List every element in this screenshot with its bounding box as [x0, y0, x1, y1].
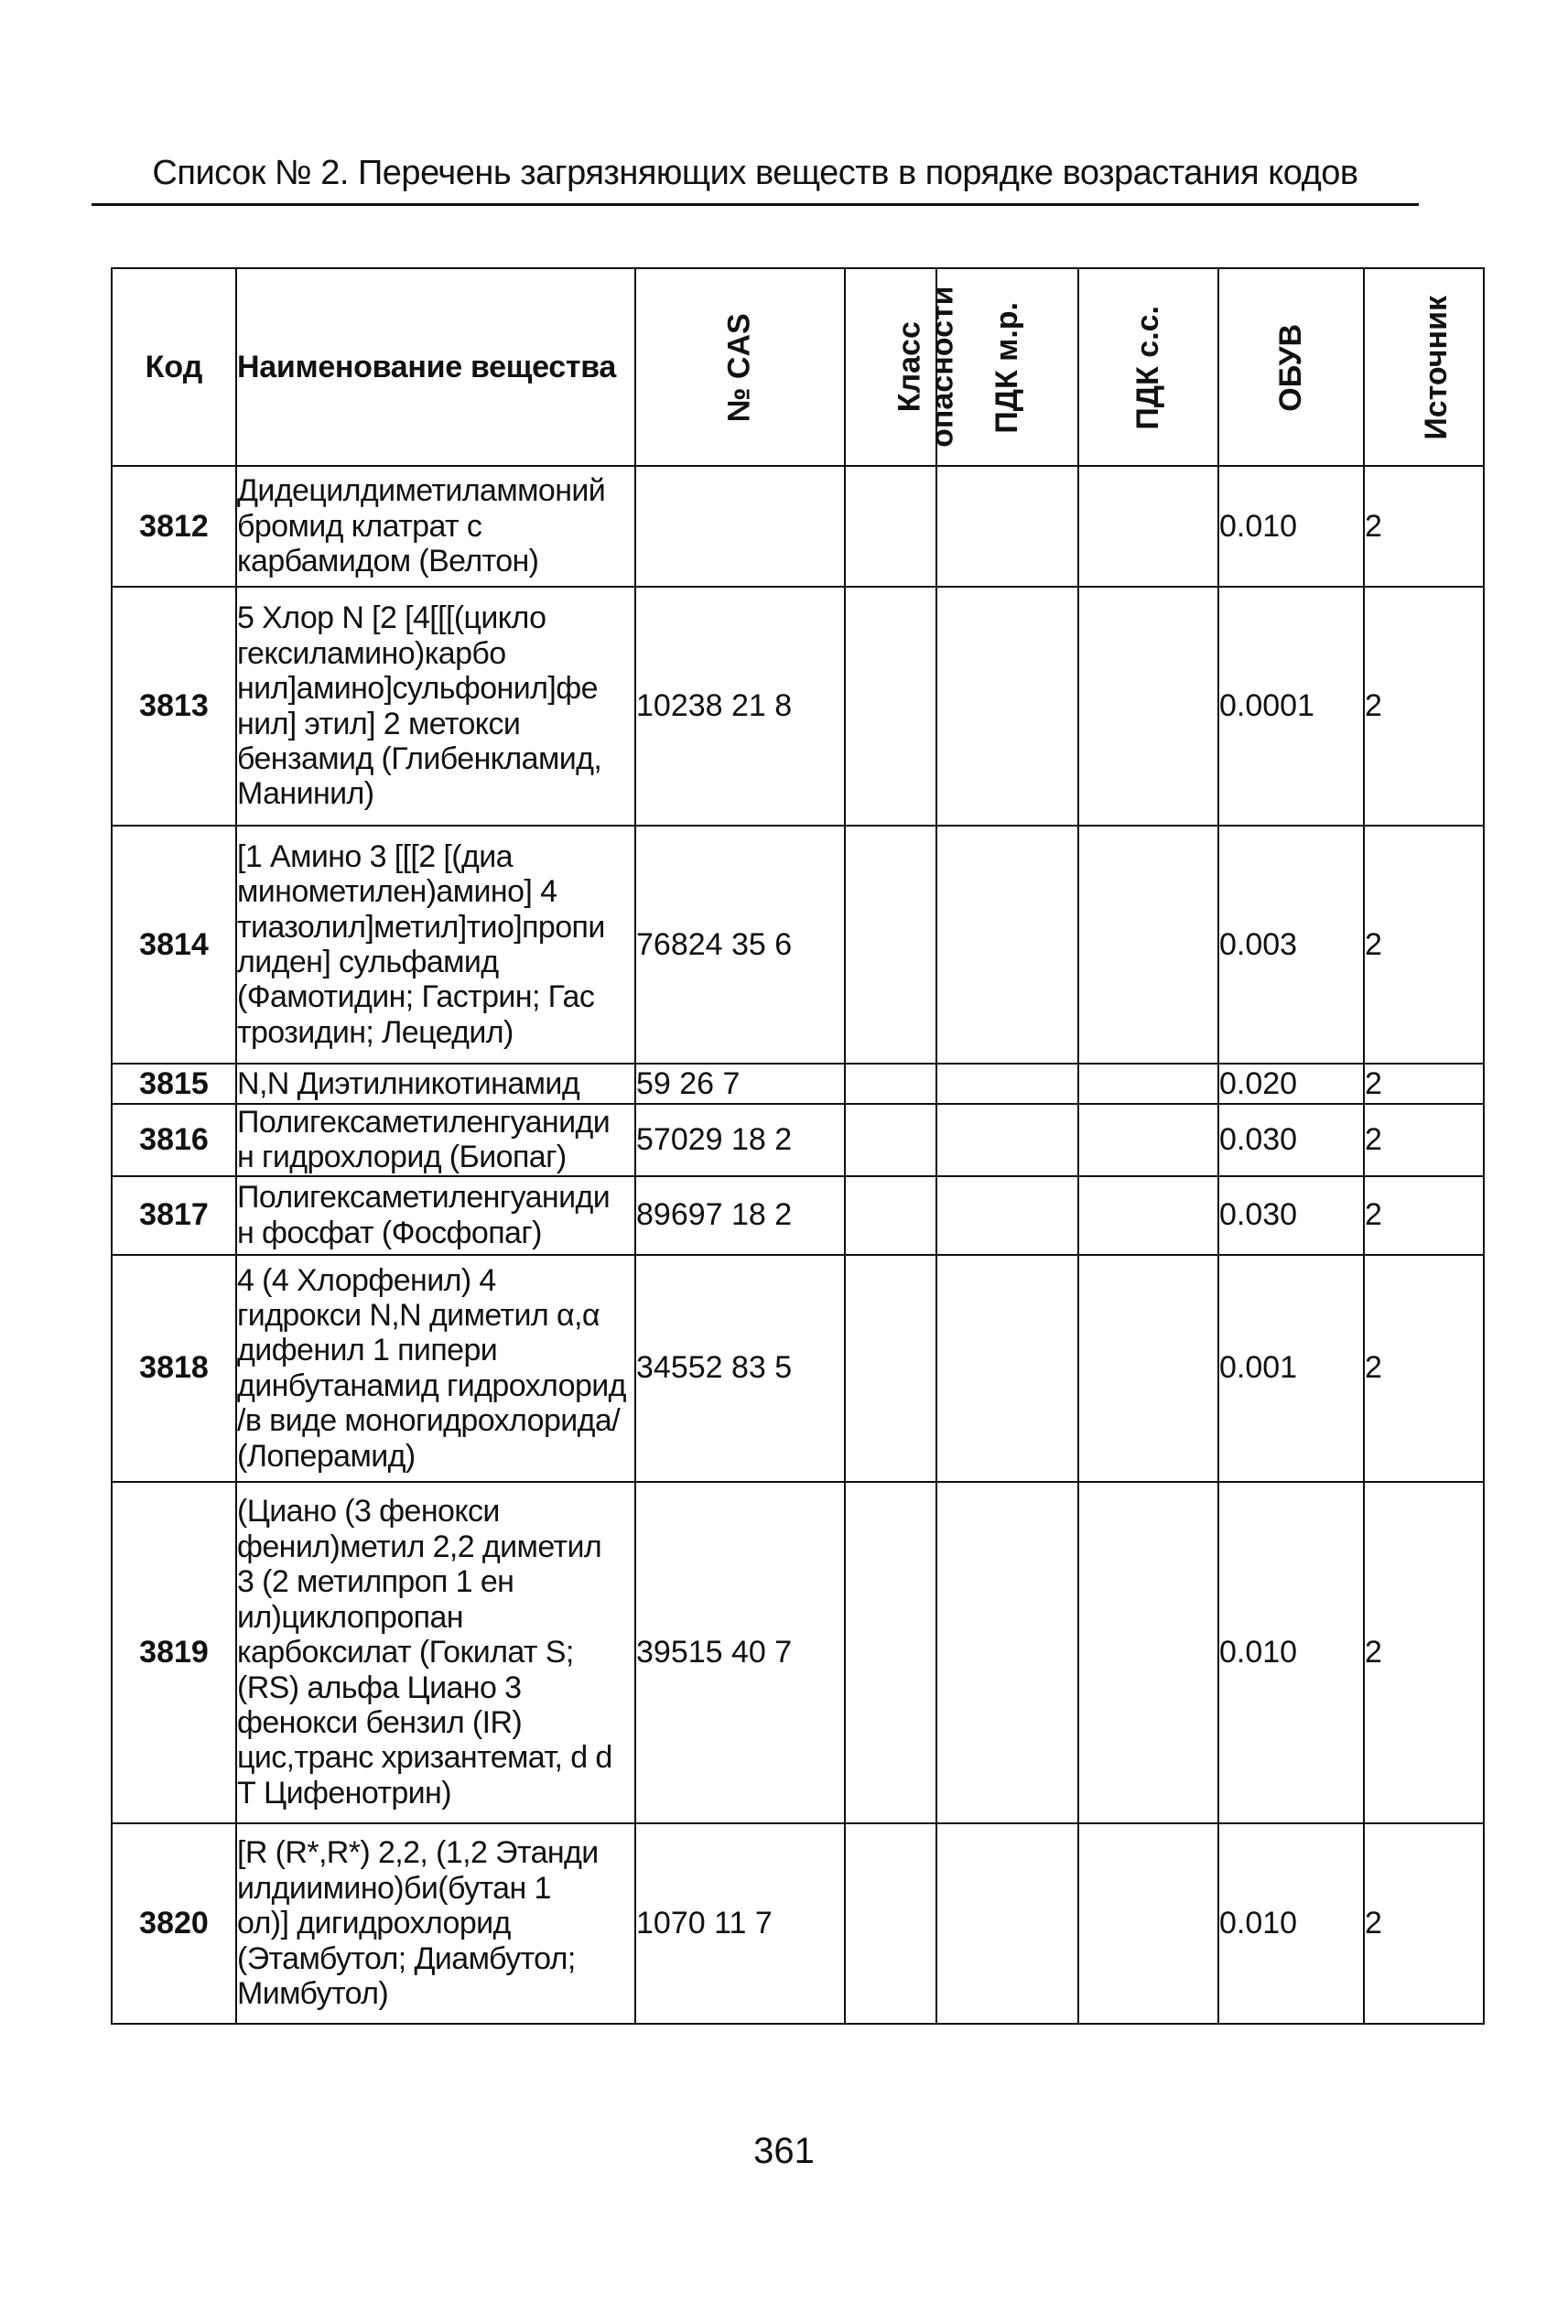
- column-header-cas: № CAS: [635, 268, 845, 466]
- obuv-value: 0.030: [1218, 1176, 1364, 1255]
- obuv-value: 0.020: [1218, 1064, 1364, 1104]
- table-row: [112, 466, 1484, 587]
- cas-number: [635, 466, 845, 587]
- pdk-mr-value: [936, 1255, 1078, 1482]
- obuv-value: 0.010: [1218, 466, 1364, 587]
- hazard-class: [845, 466, 936, 587]
- table-header-row: [112, 268, 1484, 466]
- substance-name: [236, 826, 635, 1064]
- substance-name-line: бромид клатрат с: [237, 508, 482, 544]
- substance-name-line: лиден] сульфамид: [237, 945, 499, 979]
- substance-name-line: 5 Хлор N [2 [4[[[(цикло: [237, 600, 546, 636]
- substance-name-line: (Циано (3 фенокси: [237, 1494, 500, 1530]
- substance-code: 3819: [112, 1482, 236, 1823]
- obuv-value: 0.030: [1218, 1104, 1364, 1176]
- substance-name-line: N,N Диэтилникотинамид: [237, 1065, 580, 1101]
- obuv-value: 0.010: [1218, 1823, 1364, 2024]
- source-value: 2: [1364, 1482, 1484, 1823]
- substance-name: [236, 466, 635, 587]
- pdk-mr-value: [936, 826, 1078, 1064]
- pdk-ss-value: [1078, 466, 1218, 587]
- source-value: 2: [1364, 826, 1484, 1064]
- substance-code: 3815: [112, 1064, 236, 1104]
- column-header-obuv: ОБУВ: [1218, 268, 1364, 466]
- substance-name-line: Полигексаметиленгуаниди: [237, 1180, 611, 1216]
- table-row: [112, 1064, 1484, 1104]
- substance-code: 3812: [112, 466, 236, 587]
- substance-name: [236, 1255, 635, 1482]
- substance-code: 3820: [112, 1823, 236, 2024]
- substance-name: [236, 1104, 635, 1176]
- cas-number: 39515 40 7: [635, 1482, 845, 1823]
- pdk-mr-value: [936, 587, 1078, 826]
- substance-name-line: [1 Амино 3 [[[2 [(диа: [237, 838, 513, 874]
- source-value: 2: [1364, 1064, 1484, 1104]
- pdk-mr-value: [936, 1176, 1078, 1255]
- pdk-mr-value: [936, 1064, 1078, 1104]
- hazard-class: [845, 1104, 936, 1176]
- column-header-code: Код: [112, 268, 236, 466]
- substance-name-line: фенил)метил 2,2 диметил: [237, 1529, 602, 1564]
- table-row: [112, 1823, 1484, 2024]
- table-row: [112, 1104, 1484, 1176]
- obuv-value: 0.001: [1218, 1255, 1364, 1482]
- substance-name-line: ил)циклопропан: [237, 1599, 463, 1635]
- substance-name-line: н фосфат (Фосфопаг): [237, 1215, 542, 1250]
- hazard-class: [845, 1823, 936, 2024]
- pdk-mr-value: [936, 1104, 1078, 1176]
- substances-table: [111, 267, 1485, 2025]
- substance-name-line: н гидрохлорид (Биопаг): [237, 1140, 567, 1175]
- substance-name-line: /в виде моногидрохлорида/: [237, 1403, 621, 1439]
- header-rule: [92, 203, 1419, 206]
- substance-name-line: (Лоперамид): [237, 1438, 416, 1474]
- substance-name: [236, 1482, 635, 1823]
- substance-name-line: Мимбутол): [237, 1975, 389, 2011]
- cas-number: 89697 18 2: [635, 1176, 845, 1255]
- page-number: 361: [753, 2131, 815, 2171]
- hazard-class: [845, 826, 936, 1064]
- substance-name-line: Дидецилдиметиламмоний: [237, 473, 606, 509]
- substance-name-line: дифенил 1 пипери: [237, 1333, 498, 1368]
- cas-number: 10238 21 8: [635, 587, 845, 826]
- substance-name-line: илдиимино)би(бутан 1: [237, 1870, 551, 1906]
- substance-name-line: Полигексаметиленгуаниди: [237, 1105, 611, 1140]
- pdk-ss-value: [1078, 1482, 1218, 1823]
- table-row: [112, 826, 1484, 1064]
- substance-name-line: 4 (4 Хлорфенил) 4: [237, 1262, 496, 1298]
- substance-name: [236, 1064, 635, 1104]
- substance-name-line: гидрокси N,N диметил α,α: [237, 1298, 600, 1333]
- hazard-class: [845, 1255, 936, 1482]
- cas-number: 57029 18 2: [635, 1104, 845, 1176]
- cas-number: 1070 11 7: [635, 1823, 845, 2024]
- substance-code: 3817: [112, 1176, 236, 1255]
- substance-name: [236, 1176, 635, 1255]
- substance-code: 3816: [112, 1104, 236, 1176]
- substance-name-line: Манинил): [237, 776, 374, 812]
- substance-name-line: цис,транс хризантемат, d d: [237, 1740, 612, 1776]
- hazard-class: [845, 587, 936, 826]
- substance-name-line: 3 (2 метилпроп 1 ен: [237, 1564, 514, 1600]
- column-header-hazard-class: Класс опасности: [845, 268, 936, 466]
- cas-number: 34552 83 5: [635, 1255, 845, 1482]
- substance-name-line: (Этамбутол; Диамбутол;: [237, 1940, 576, 1976]
- substance-name-line: минометилен)амино] 4: [237, 874, 557, 910]
- substance-name-line: карбамидом (Велтон): [237, 544, 539, 579]
- pdk-mr-value: [936, 1823, 1078, 2024]
- table-row: [112, 1176, 1484, 1255]
- hazard-class: [845, 1064, 936, 1104]
- substance-name: [236, 1823, 635, 2024]
- column-header-source: Источник: [1364, 268, 1484, 466]
- substance-name-line: ол)] дигидрохлорид: [237, 1906, 511, 1941]
- table-row: [112, 587, 1484, 826]
- source-value: 2: [1364, 1176, 1484, 1255]
- substance-name-line: трозидин; Лецедил): [237, 1014, 514, 1050]
- obuv-value: 0.010: [1218, 1482, 1364, 1823]
- pdk-ss-value: [1078, 826, 1218, 1064]
- substance-name-line: Т Цифенотрин): [237, 1775, 451, 1811]
- substance-code: 3813: [112, 587, 236, 826]
- table-row: [112, 1255, 1484, 1482]
- substance-name-line: нил] этил] 2 метокси: [237, 706, 521, 741]
- cas-number: 76824 35 6: [635, 826, 845, 1064]
- table-row: [112, 1482, 1484, 1823]
- page-title: Список № 2. Перечень загрязняющих веществ в порядке возрастания кодов: [152, 154, 1358, 192]
- source-value: 2: [1364, 1255, 1484, 1482]
- cas-number: 59 26 7: [635, 1064, 845, 1104]
- substance-name-line: динбутанамид гидрохлорид: [237, 1367, 626, 1403]
- substance-name-line: [R (R*,R*) 2,2, (1,2 Этанди: [237, 1835, 599, 1871]
- source-value: 2: [1364, 1823, 1484, 2024]
- substance-name-line: нил]амино]сульфонил]фе: [237, 671, 598, 707]
- substance-name: [236, 587, 635, 826]
- column-header-pdk-mr: ПДК м.р.: [936, 268, 1078, 466]
- substance-code: 3818: [112, 1255, 236, 1482]
- column-header-name: Наименование вещества: [236, 268, 635, 466]
- substance-name-line: бензамид (Глибенкламид,: [237, 740, 602, 776]
- substance-name-line: фенокси бензил (IR): [237, 1704, 523, 1740]
- column-header-pdk-ss: ПДК с.с.: [1078, 268, 1218, 466]
- pdk-ss-value: [1078, 1064, 1218, 1104]
- source-value: 2: [1364, 466, 1484, 587]
- pdk-ss-value: [1078, 1823, 1218, 2024]
- pdk-ss-value: [1078, 1104, 1218, 1176]
- obuv-value: 0.0001: [1218, 587, 1364, 826]
- source-value: 2: [1364, 1104, 1484, 1176]
- obuv-value: 0.003: [1218, 826, 1364, 1064]
- substance-name-line: тиазолил]метил]тио]пропи: [237, 909, 605, 945]
- substance-code: 3814: [112, 826, 236, 1064]
- pdk-ss-value: [1078, 587, 1218, 826]
- source-value: 2: [1364, 587, 1484, 826]
- substance-name-line: карбоксилат (Гокилат S;: [237, 1635, 574, 1670]
- pdk-mr-value: [936, 466, 1078, 587]
- hazard-class: [845, 1176, 936, 1255]
- substance-name-line: гексиламино)карбо: [237, 635, 506, 671]
- pdk-ss-value: [1078, 1176, 1218, 1255]
- hazard-class: [845, 1482, 936, 1823]
- substance-name-line: (RS) альфа Циано 3: [237, 1670, 522, 1705]
- pdk-ss-value: [1078, 1255, 1218, 1482]
- pdk-mr-value: [936, 1482, 1078, 1823]
- substance-name-line: (Фамотидин; Гастрин; Гас: [237, 979, 595, 1015]
